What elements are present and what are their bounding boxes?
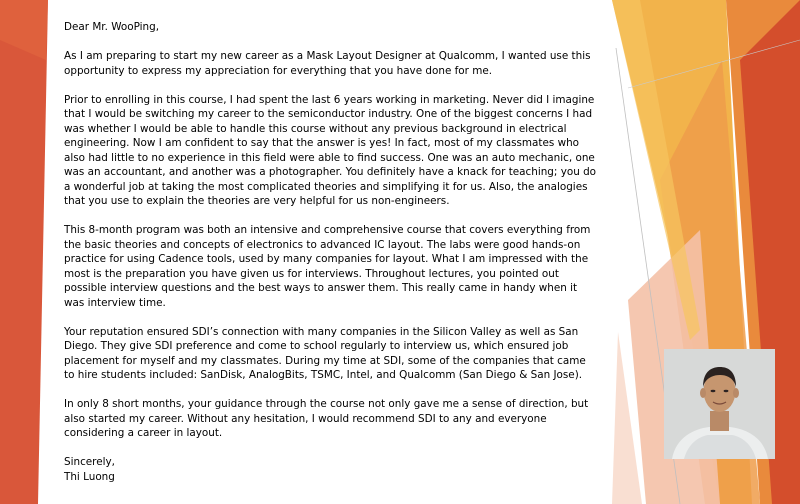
portrait-image [664, 349, 775, 459]
paragraph-3: This 8-month program was both an intensive and comprehensive course that covers everything from the basic theories and concepts of electronics to advanced IC layout. The labs were good hands-on practice for using Cadence tools, used by many companies for layout. What I am impressed with the most is the preparation you have given us for interviews. Throughout lectures, you pointed out possible interview questions and the best ways to answer them. This really came in handy when it was interview time. [64, 224, 591, 309]
paragraph-1: As I am preparing to start my new career as a Mask Layout Designer at Qualcomm, I wanted use this opportunity to express my appreciation for everything that you have done for me. [64, 50, 591, 77]
paragraph-4: Your reputation ensured SDI’s connection with many companies in the Silicon Valley as well as San Diego. They give SDI preference and come to school regularly to interview us, which ensured job placement for myself and my classmates. During my time at SDI, some of the companies that came to hire students included: SanDisk, AnalogBits, TSMC, Intel, and Qualcomm (San Diego & San Jose). [64, 325, 586, 381]
paragraph-5: In only 8 short months, your guidance through the course not only gave me a sense of direction, but also started my career. Without any hesitation, I would recommend SDI to any and everyone considering a career in layout. [64, 398, 589, 439]
letter-body [64, 20, 598, 484]
left-accent-bar [0, 0, 48, 504]
salutation: Dear Mr. WooPing, [64, 21, 160, 33]
author-photo [664, 349, 775, 459]
closing: Sincerely, [64, 456, 115, 468]
paragraph-2: Prior to enrolling in this course, I had spent the last 6 years working in marketing. Never did I imagine that I would be switching my career to the semiconductor industry. One of the biggest concerns I had was whether I would be able to handle this course without any previous background in electrical engineering. Now I am confident to say that the answer is yes! In fact, most of my classmates who also had little to no experience in this field were able to find success. One was an auto mechanic, one was an accountant, and another was a photographer. You definitely have a knack for teaching; you do a wonderful job at taking the most complicated theories and simplifying it for us. Also, the analogies that you use to explain the theories are very helpful for us non-engineers. [64, 93, 597, 207]
signature: Thi Luong [64, 470, 115, 483]
